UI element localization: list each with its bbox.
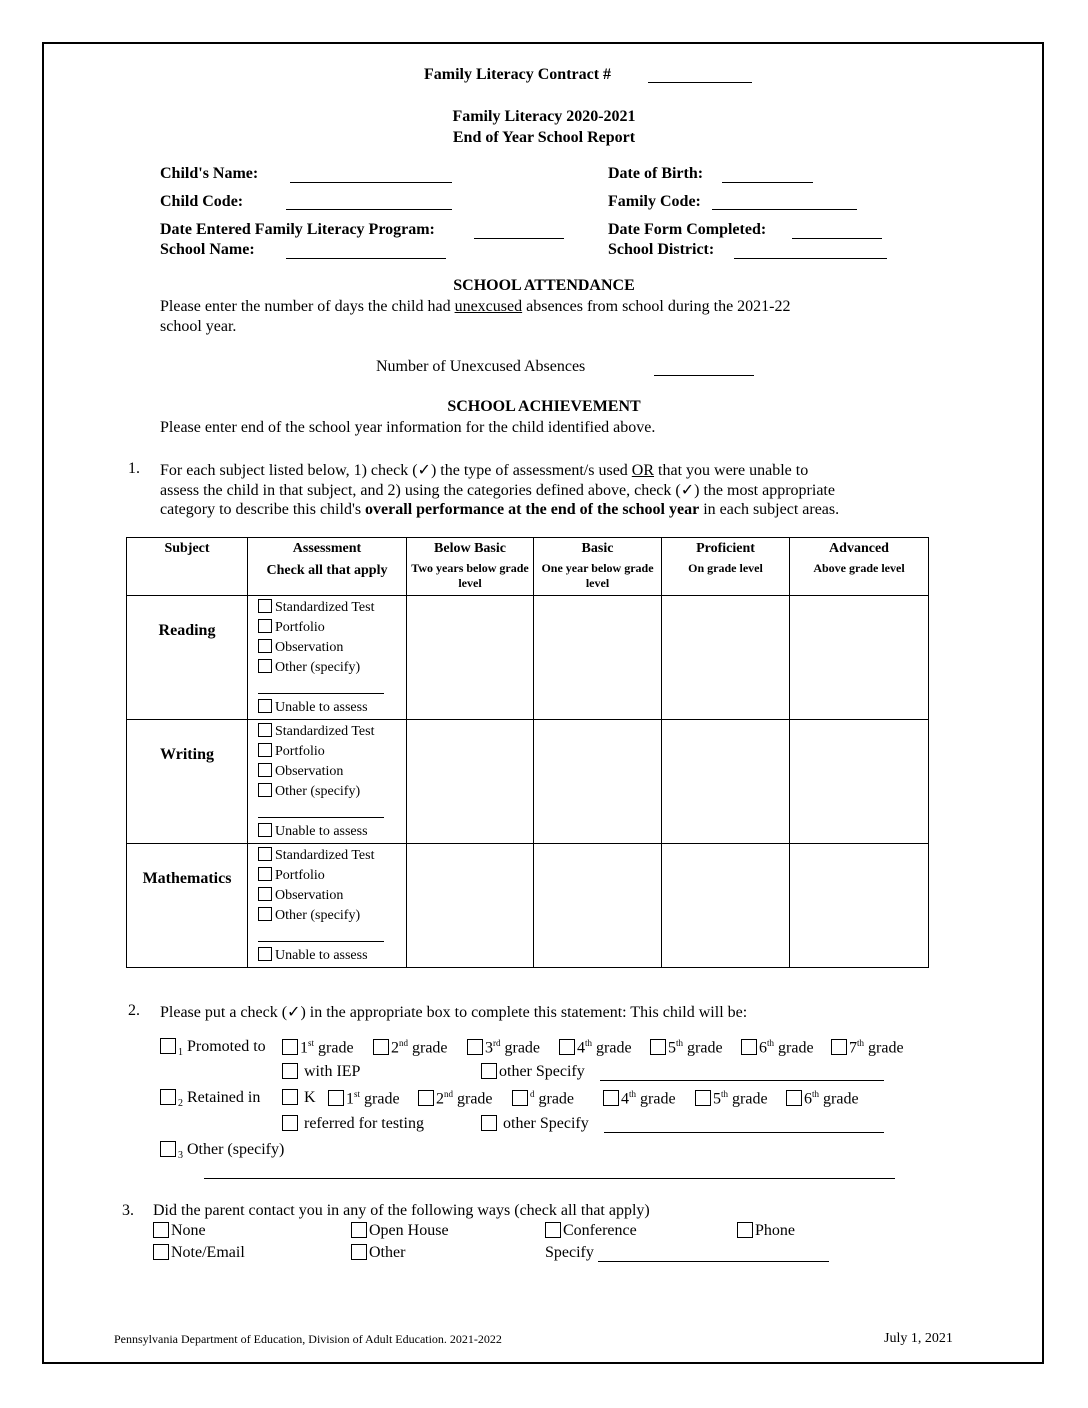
achievement-table bbox=[126, 537, 929, 968]
checkbox[interactable] bbox=[258, 699, 272, 713]
q1-line3: category to describe this child's overall performance at the end of the school year in each subject areas. bbox=[160, 501, 840, 518]
dob-field[interactable] bbox=[722, 182, 813, 183]
contact-specify-field[interactable] bbox=[598, 1261, 829, 1262]
q3-text: Did the parent contact you in any of the following ways (check all that apply) bbox=[153, 1202, 650, 1219]
checkbox[interactable] bbox=[153, 1222, 169, 1238]
cell-below-basic[interactable] bbox=[407, 596, 534, 720]
checkbox[interactable] bbox=[258, 763, 272, 777]
family-code-field[interactable] bbox=[712, 209, 857, 210]
checkbox[interactable] bbox=[737, 1222, 753, 1238]
cell-basic[interactable] bbox=[534, 596, 662, 720]
checkbox[interactable] bbox=[258, 847, 272, 861]
checkbox[interactable] bbox=[481, 1115, 497, 1131]
contract-number-field[interactable] bbox=[648, 82, 752, 83]
table-row-mathematics bbox=[127, 844, 929, 968]
contact-phone: Phone bbox=[737, 1222, 795, 1240]
checkbox[interactable] bbox=[258, 639, 272, 653]
checkbox[interactable] bbox=[328, 1090, 344, 1106]
checkbox[interactable] bbox=[373, 1039, 389, 1055]
promoted-specify-field[interactable] bbox=[600, 1080, 884, 1081]
contact-open-house: Open House bbox=[351, 1222, 449, 1240]
retained-grade-4: 4th grade bbox=[603, 1089, 676, 1108]
checkbox[interactable] bbox=[258, 907, 272, 921]
with-iep-option: with IEP bbox=[282, 1063, 360, 1081]
table-row-writing bbox=[127, 720, 929, 844]
referred-option: referred for testing bbox=[282, 1115, 424, 1133]
checkbox[interactable] bbox=[650, 1039, 666, 1055]
cell-proficient[interactable] bbox=[662, 720, 790, 844]
contact-none: None bbox=[153, 1222, 206, 1240]
checkbox[interactable] bbox=[258, 783, 272, 797]
checkbox[interactable] bbox=[512, 1090, 528, 1106]
contact-other: Other bbox=[351, 1244, 405, 1262]
promoted-grade-4: 4th grade bbox=[559, 1038, 632, 1057]
contact-note-email: Note/Email bbox=[153, 1244, 245, 1262]
q3-number: 3. bbox=[122, 1202, 134, 1219]
promoted-grade-3: 3rd grade bbox=[467, 1038, 540, 1057]
subject-mathematics: Mathematics bbox=[127, 844, 248, 968]
q2-number: 2. bbox=[128, 1002, 140, 1019]
child-code-field[interactable] bbox=[286, 209, 452, 210]
retained-grade-3: $^d$ grade bbox=[512, 1089, 574, 1108]
promoted-grade-2: 2nd grade bbox=[373, 1038, 448, 1057]
checkbox[interactable] bbox=[282, 1063, 298, 1079]
checkbox[interactable] bbox=[545, 1222, 561, 1238]
child-code-label: Child Code: bbox=[160, 193, 244, 210]
cell-below-basic[interactable] bbox=[407, 720, 534, 844]
q1-line1: For each subject listed below, 1) check (✓) the type of assessment/s used OR that you were unable to bbox=[160, 462, 809, 479]
attendance-heading: SCHOOL ATTENDANCE bbox=[453, 277, 635, 294]
subject-reading: Reading bbox=[127, 596, 248, 720]
checkbox[interactable] bbox=[559, 1039, 575, 1055]
checkbox[interactable] bbox=[481, 1063, 497, 1079]
school-name-field[interactable] bbox=[286, 258, 446, 259]
child-name-field[interactable] bbox=[290, 182, 452, 183]
assessment-reading: Standardized Test Portfolio Observation Other (specify) Unable to assess bbox=[248, 596, 407, 720]
absences-label: Number of Unexcused Absences bbox=[376, 358, 586, 375]
promoted-row: $_1$ Promoted to bbox=[160, 1038, 266, 1058]
cell-basic[interactable] bbox=[534, 844, 662, 968]
checkbox[interactable] bbox=[258, 823, 272, 837]
checkbox[interactable] bbox=[831, 1039, 847, 1055]
q1-number: 1. bbox=[128, 460, 140, 477]
assessment-mathematics: Standardized Test Portfolio Observation Other (specify) Unable to assess bbox=[248, 844, 407, 968]
retained-grade-2: 2nd grade bbox=[418, 1089, 493, 1108]
promoted-other-option: other Specify bbox=[481, 1063, 585, 1081]
promoted-grade-5: 5th grade bbox=[650, 1038, 723, 1057]
checkbox[interactable] bbox=[258, 743, 272, 757]
cell-below-basic[interactable] bbox=[407, 844, 534, 968]
achievement-intro: Please enter end of the school year information for the child identified above. bbox=[160, 419, 656, 436]
checkbox[interactable] bbox=[258, 947, 272, 961]
promoted-checkbox[interactable] bbox=[160, 1038, 176, 1054]
checkbox[interactable] bbox=[282, 1039, 298, 1055]
retained-other-option: other Specify bbox=[481, 1115, 589, 1133]
checkbox[interactable] bbox=[282, 1115, 298, 1131]
checkbox[interactable] bbox=[603, 1090, 619, 1106]
checkbox[interactable] bbox=[351, 1222, 367, 1238]
date-completed-label: Date Form Completed: bbox=[608, 221, 767, 238]
cell-advanced[interactable] bbox=[790, 596, 929, 720]
cell-advanced[interactable] bbox=[790, 720, 929, 844]
family-code-label: Family Code: bbox=[608, 193, 701, 210]
checkbox[interactable] bbox=[258, 867, 272, 881]
header-assessment: Assessment Check all that apply bbox=[248, 538, 407, 596]
attendance-text: Please enter the number of days the child had unexcused absences from school during the 2021-22 bbox=[160, 298, 791, 315]
date-entered-field[interactable] bbox=[474, 238, 564, 239]
retained-grade-5: 5th grade bbox=[695, 1089, 768, 1108]
assessment-writing: Standardized Test Portfolio Observation Other (specify) Unable to assess bbox=[248, 720, 407, 844]
absences-field[interactable] bbox=[654, 375, 754, 376]
retained-grade-1: 1st grade bbox=[328, 1089, 400, 1108]
table-header-row bbox=[127, 538, 929, 596]
checkbox[interactable] bbox=[741, 1039, 757, 1055]
cell-proficient[interactable] bbox=[662, 844, 790, 968]
achievement-heading: SCHOOL ACHIEVEMENT bbox=[447, 398, 641, 415]
school-district-field[interactable] bbox=[734, 258, 887, 259]
cell-advanced[interactable] bbox=[790, 844, 929, 968]
contract-label: Family Literacy Contract # bbox=[424, 66, 612, 83]
other-specify-field[interactable] bbox=[258, 693, 384, 694]
promoted-grade-1: 1st grade bbox=[282, 1038, 354, 1057]
dob-label: Date of Birth: bbox=[608, 165, 704, 182]
table-row-reading bbox=[127, 596, 929, 720]
contact-conference: Conference bbox=[545, 1222, 637, 1240]
header-basic: Basic One year below grade level bbox=[534, 538, 662, 596]
promoted-grade-6: 6th grade bbox=[741, 1038, 814, 1057]
checkbox[interactable] bbox=[786, 1090, 802, 1106]
retained-specify-field[interactable] bbox=[604, 1132, 884, 1133]
header-subject: Subject bbox=[127, 538, 248, 596]
checkbox[interactable] bbox=[258, 887, 272, 901]
checkbox[interactable] bbox=[418, 1090, 434, 1106]
footer-department: Pennsylvania Department of Education, Division of Adult Education. 2021-2022 bbox=[114, 1332, 502, 1346]
other-row: $_3$ Other (specify) bbox=[160, 1141, 284, 1161]
footer-date: July 1, 2021 bbox=[884, 1331, 953, 1346]
retained-k: K bbox=[282, 1089, 316, 1107]
checkbox[interactable] bbox=[351, 1244, 367, 1260]
checkbox[interactable] bbox=[258, 599, 272, 613]
cell-basic[interactable] bbox=[534, 720, 662, 844]
retained-grade-6: 6th grade bbox=[786, 1089, 859, 1108]
header-below-basic: Below Basic Two years below grade level bbox=[407, 538, 534, 596]
promoted-grade-7: 7th grade bbox=[831, 1038, 904, 1057]
attendance-text-cont: school year. bbox=[160, 318, 237, 335]
header-proficient: Proficient On grade level bbox=[662, 538, 790, 596]
subject-writing: Writing bbox=[127, 720, 248, 844]
checkbox[interactable] bbox=[695, 1090, 711, 1106]
retained-checkbox[interactable] bbox=[160, 1089, 176, 1105]
date-entered-label: Date Entered Family Literacy Program: bbox=[160, 221, 435, 238]
form-title: Family Literacy 2020-2021 bbox=[452, 108, 636, 125]
contact-specify-label: Specify bbox=[545, 1244, 594, 1261]
other-specify-field[interactable] bbox=[258, 941, 384, 942]
checkbox[interactable] bbox=[153, 1244, 169, 1260]
other-specify-field[interactable] bbox=[204, 1178, 895, 1179]
other-checkbox[interactable] bbox=[160, 1141, 176, 1157]
checkbox[interactable] bbox=[282, 1089, 298, 1105]
q2-text: Please put a check (✓) in the appropriate box to complete this statement: This child will be: bbox=[160, 1004, 748, 1021]
checkbox[interactable] bbox=[258, 659, 272, 673]
form-subtitle: End of Year School Report bbox=[452, 129, 636, 146]
retained-row: $_2$ Retained in bbox=[160, 1089, 260, 1109]
header-advanced: Advanced Above grade level bbox=[790, 538, 929, 596]
school-district-label: School District: bbox=[608, 241, 715, 258]
checkbox[interactable] bbox=[258, 619, 272, 633]
date-completed-field[interactable] bbox=[792, 238, 882, 239]
q1-line2: assess the child in that subject, and 2) using the categories defined above, check (✓) the most appropriate bbox=[160, 482, 835, 499]
school-name-label: School Name: bbox=[160, 241, 255, 258]
checkbox[interactable] bbox=[467, 1039, 483, 1055]
cell-proficient[interactable] bbox=[662, 596, 790, 720]
child-name-label: Child's Name: bbox=[160, 165, 259, 182]
other-specify-field[interactable] bbox=[258, 817, 384, 818]
checkbox[interactable] bbox=[258, 723, 272, 737]
